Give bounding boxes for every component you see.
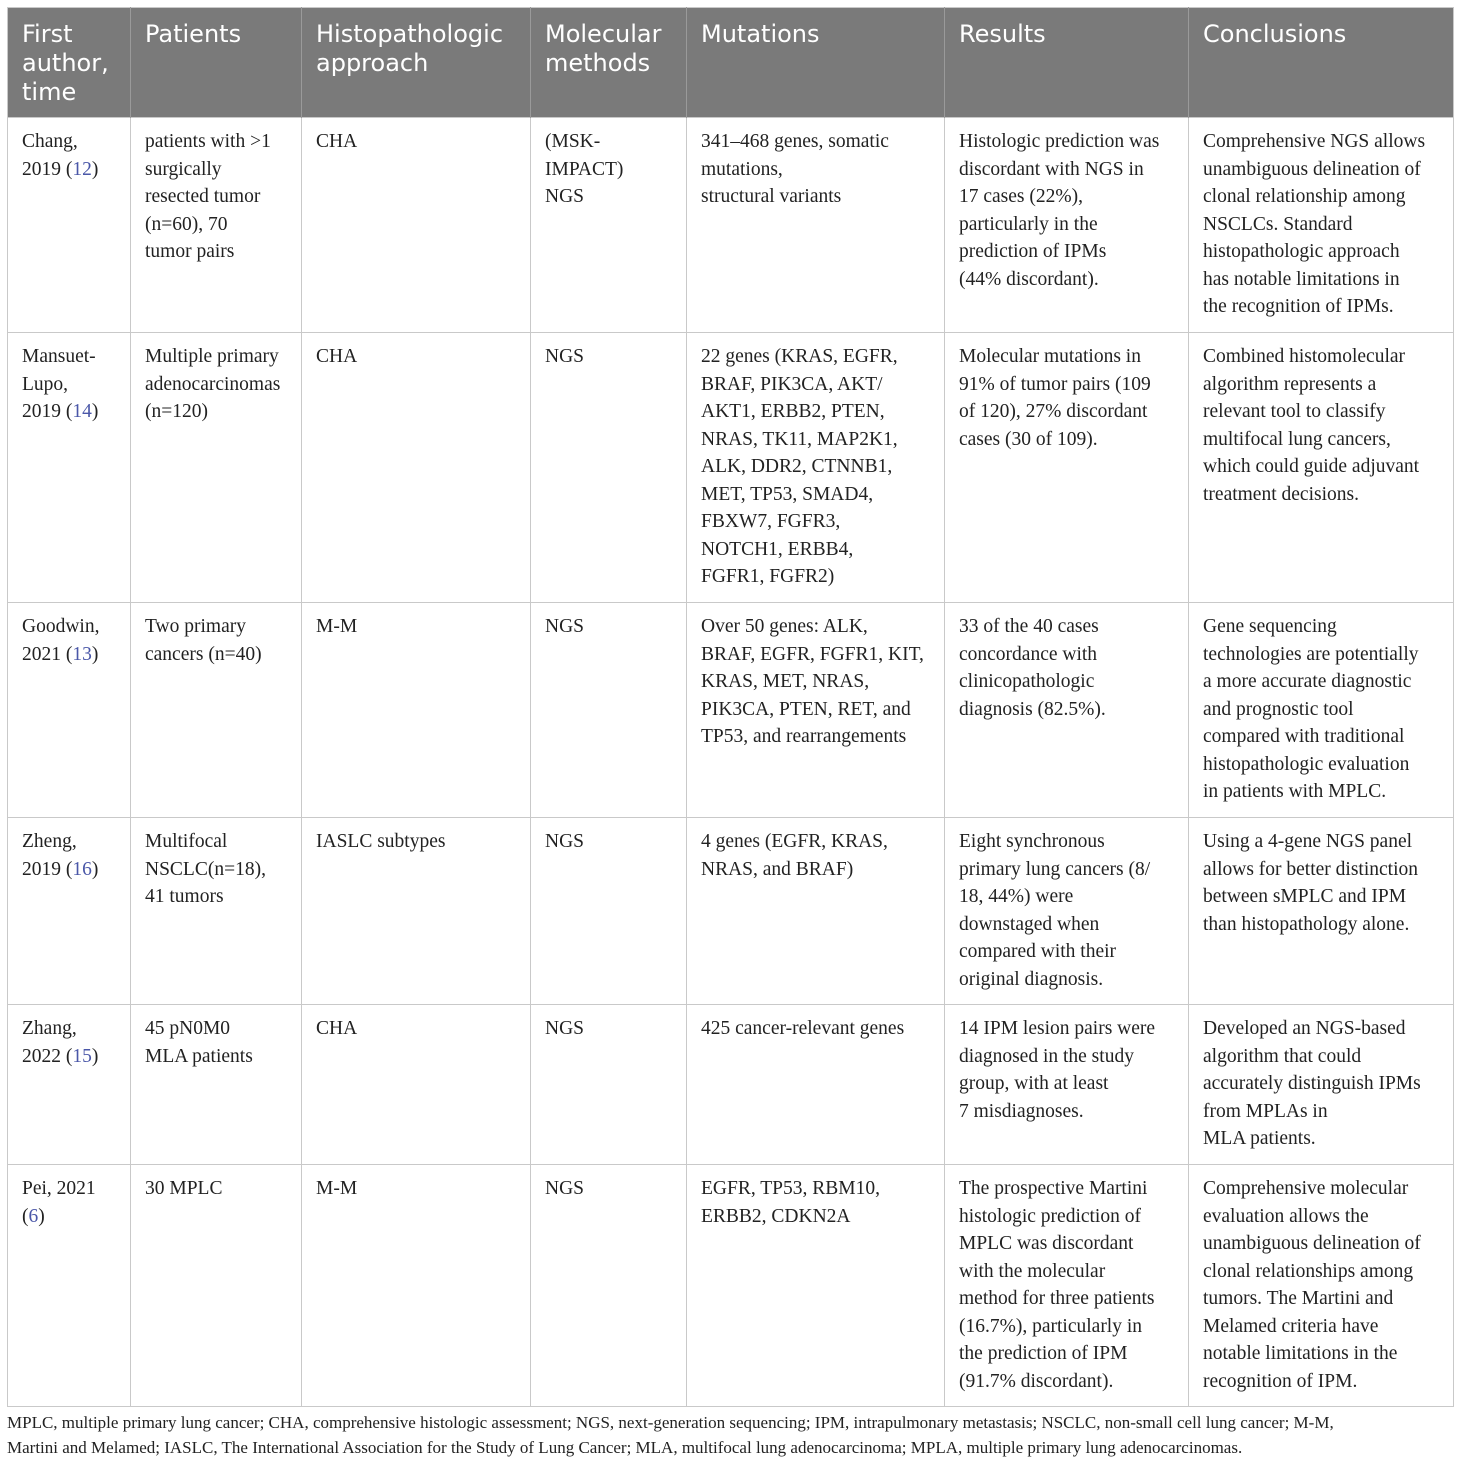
cell-mutations	[687, 1165, 945, 1407]
cell-conclusions	[1189, 818, 1454, 1005]
cell-results-line: prediction of IPMs	[959, 241, 1107, 262]
cell-conclusions-line: allows for better distinction	[1203, 858, 1418, 880]
cell-patients-line: (n=60), 70	[145, 213, 228, 235]
cell-patients	[131, 333, 302, 603]
cell-conclusions	[1189, 603, 1454, 818]
cell-patients-line: MLA patients	[145, 1045, 253, 1067]
cell-methods	[531, 118, 687, 333]
reference-link[interactable]: 14	[72, 401, 92, 422]
header-results-line: Results	[959, 20, 1046, 48]
cell-patients-line: Multifocal	[145, 831, 228, 852]
cell-conclusions-line: MLA patients.	[1203, 1128, 1316, 1149]
cell-conclusions-line: unambiguous delineation of	[1203, 1233, 1421, 1254]
cell-patients-line: Two primary	[145, 616, 246, 637]
cell-methods-line: IMPACT)	[545, 158, 624, 180]
author-text: Chang,	[22, 131, 78, 152]
cell-conclusions	[1189, 1165, 1454, 1407]
cell-results-line: concordance with	[959, 643, 1098, 665]
cell-results	[945, 1165, 1189, 1407]
cell-mutations-line: BRAF, PIK3CA, AKT/	[701, 373, 883, 395]
cell-methods-line: NGS	[545, 186, 585, 207]
table-body	[8, 118, 1454, 1407]
author-text: 2019 (	[22, 401, 73, 422]
cell-conclusions-line: NSCLCs. Standard	[1203, 213, 1353, 235]
cell-mutations-line: mutations,	[701, 158, 783, 180]
header-first-author-line: author,	[22, 49, 109, 77]
cell-approach-line: CHA	[316, 1018, 358, 1039]
cell-mutations-line: ALK, DDR2, CTNNB1,	[701, 456, 893, 477]
cell-conclusions-line: Comprehensive NGS allows	[1203, 131, 1426, 152]
cell-conclusions-line: and prognostic tool	[1203, 698, 1354, 720]
header-first-author	[8, 8, 131, 118]
header-mutations-line: Mutations	[701, 20, 820, 48]
cell-conclusions-line: accurately distinguish IPMs	[1203, 1073, 1421, 1094]
cell-author	[8, 333, 131, 603]
cell-author	[8, 118, 131, 333]
cell-conclusions-line: which could guide adjuvant	[1203, 456, 1420, 477]
cell-mutations-line: KRAS, MET, NRAS,	[701, 671, 870, 692]
table-row	[8, 603, 1454, 818]
reference-close-paren: )	[38, 1205, 45, 1227]
table-footnote	[7, 1410, 1453, 1460]
cell-approach	[302, 818, 531, 1005]
table-row	[8, 333, 1454, 603]
cell-patients	[131, 1005, 302, 1165]
author-text: Zhang,	[22, 1018, 77, 1039]
header-results	[945, 8, 1189, 118]
cell-author-line	[22, 641, 122, 669]
cell-methods-line: NGS	[545, 831, 585, 852]
cell-mutations-line: NRAS, and BRAF)	[701, 858, 854, 880]
cell-author-line	[22, 343, 122, 371]
cell-methods	[531, 333, 687, 603]
header-molecular-methods-line: Molecular	[545, 20, 662, 48]
cell-results-line: diagnosis (82.5%).	[959, 698, 1106, 720]
cell-approach	[302, 118, 531, 333]
cell-conclusions-line: technologies are potentially	[1203, 643, 1419, 665]
cell-conclusions-line: a more accurate diagnostic	[1203, 671, 1412, 692]
cell-author-line	[22, 1203, 122, 1231]
cell-author	[8, 1005, 131, 1165]
cell-conclusions-line: Comprehensive molecular	[1203, 1178, 1409, 1199]
cell-mutations-line: BRAF, EGFR, FGFR1, KIT,	[701, 643, 924, 665]
cell-conclusions-line: Combined histomolecular	[1203, 346, 1406, 367]
header-patients-line: Patients	[145, 20, 242, 48]
cell-author-line	[22, 398, 122, 426]
cell-patients-line: (n=120)	[145, 401, 208, 422]
header-histopathologic-approach-line: Histopathologic	[316, 20, 504, 48]
cell-patients-line: cancers (n=40)	[145, 643, 262, 665]
reference-link[interactable]: 15	[72, 1045, 92, 1067]
cell-results	[945, 333, 1189, 603]
cell-author-line	[22, 1015, 122, 1043]
cell-conclusions	[1189, 333, 1454, 603]
cell-author-line	[22, 1043, 122, 1071]
cell-results-line: 7 misdiagnoses.	[959, 1100, 1084, 1122]
cell-methods-line: (MSK-	[545, 131, 601, 152]
reference-close-paren: )	[91, 158, 99, 180]
cell-results-line: with the molecular	[959, 1260, 1106, 1282]
cell-methods-line: NGS	[545, 616, 585, 637]
cell-mutations-line: 4 genes (EGFR, KRAS,	[701, 831, 888, 852]
cell-mutations-line: PIK3CA, PTEN, RET, and	[701, 698, 911, 720]
cell-author-line	[22, 156, 122, 184]
cell-patients	[131, 818, 302, 1005]
cell-methods-line: NGS	[545, 1178, 585, 1199]
cell-patients-line: resected tumor	[145, 186, 261, 207]
reference-link[interactable]: 6	[28, 1205, 39, 1227]
cell-conclusions-line: compared with traditional	[1203, 726, 1405, 747]
table-row	[8, 118, 1454, 333]
cell-patients-line: 41 tumors	[145, 886, 224, 907]
cell-patients-line: adenocarcinomas	[145, 373, 281, 395]
cell-patients	[131, 1165, 302, 1407]
cell-results-line: cases (30 of 109).	[959, 428, 1098, 450]
cell-mutations-line: 341–468 genes, somatic	[701, 131, 889, 152]
cell-approach	[302, 1005, 531, 1165]
cell-author	[8, 818, 131, 1005]
cell-author-line	[22, 1175, 122, 1203]
reference-link[interactable]: 13	[72, 643, 92, 665]
cell-conclusions-line: histopathologic evaluation	[1203, 753, 1410, 775]
cell-conclusions-line: algorithm represents a	[1203, 373, 1377, 395]
cell-patients-line: patients with >1	[145, 131, 271, 152]
cell-author-line	[22, 371, 122, 399]
cell-methods	[531, 1005, 687, 1165]
cell-conclusions-line: from MPLAs in	[1203, 1100, 1328, 1122]
author-text: (	[22, 1205, 29, 1227]
cell-conclusions-line: has notable limitations in	[1203, 268, 1400, 290]
cell-results-line: 18, 44%) were	[959, 886, 1074, 907]
cell-results-line: 91% of tumor pairs (109	[959, 373, 1151, 395]
header-mutations	[687, 8, 945, 118]
cell-results-line: compared with their	[959, 941, 1117, 962]
cell-conclusions-line: in patients with MPLC.	[1203, 781, 1387, 802]
cell-patients-line: surgically	[145, 158, 222, 180]
author-text: 2019 (	[22, 158, 73, 180]
cell-results-line: (91.7% discordant).	[959, 1370, 1114, 1392]
cell-results-line: The prospective Martini	[959, 1178, 1148, 1199]
cell-mutations	[687, 1005, 945, 1165]
cell-results-line: the prediction of IPM	[959, 1343, 1128, 1364]
author-text: 2021 (	[22, 643, 73, 665]
cell-conclusions-line: notable limitations in the	[1203, 1343, 1398, 1364]
cell-results	[945, 818, 1189, 1005]
cell-mutations-line: ERBB2, CDKN2A	[701, 1205, 851, 1227]
cell-results-line: method for three patients	[959, 1288, 1155, 1309]
cell-patients-line: Multiple primary	[145, 346, 279, 367]
cell-methods-line: NGS	[545, 1018, 585, 1039]
cell-mutations	[687, 333, 945, 603]
cell-conclusions-line: recognition of IPM.	[1203, 1370, 1358, 1392]
cell-results-line: (44% discordant).	[959, 268, 1099, 290]
reference-link[interactable]: 12	[72, 158, 92, 180]
reference-close-paren: )	[91, 643, 99, 665]
cell-mutations	[687, 603, 945, 818]
cell-mutations-line: TP53, and rearrangements	[701, 726, 907, 747]
cell-conclusions	[1189, 1005, 1454, 1165]
header-histopathologic-approach-line: approach	[316, 49, 429, 77]
cell-mutations-line: FBXW7, FGFR3,	[701, 511, 841, 532]
header-first-author-line: First	[22, 20, 73, 48]
cell-methods	[531, 1165, 687, 1407]
header-molecular-methods	[531, 8, 687, 118]
cell-mutations-line: NOTCH1, ERBB4,	[701, 538, 854, 560]
cell-patients-line: 30 MPLC	[145, 1178, 223, 1199]
cell-patients	[131, 118, 302, 333]
cell-conclusions-line: evaluation allows the	[1203, 1205, 1369, 1227]
cell-mutations	[687, 118, 945, 333]
cell-mutations-line: 22 genes (KRAS, EGFR,	[701, 346, 898, 367]
cell-methods-line: NGS	[545, 346, 585, 367]
reference-link[interactable]: 16	[72, 858, 92, 880]
cell-results-line: histologic prediction of	[959, 1205, 1141, 1227]
header-patients	[131, 8, 302, 118]
reference-close-paren: )	[91, 401, 99, 422]
footnote-line: Martini and Melamed; IASLC, The International Association for the Study of Lung Cancer; MLA, multifocal lung adenocarcinoma; MPLA, multiple primary lung adenocarcinomas.	[7, 1438, 1243, 1457]
cell-results-line: original diagnosis.	[959, 968, 1104, 990]
cell-results-line: 14 IPM lesion pairs were	[959, 1018, 1156, 1039]
cell-author	[8, 1165, 131, 1407]
cell-conclusions-line: relevant tool to classify	[1203, 401, 1386, 422]
cell-mutations-line: FGFR1, FGFR2)	[701, 566, 835, 587]
cell-patients-line: NSCLC(n=18),	[145, 858, 266, 880]
header-histopathologic-approach	[302, 8, 531, 118]
cell-approach-line: M-M	[316, 616, 358, 637]
header-first-author-line: time	[22, 78, 77, 106]
cell-approach	[302, 1165, 531, 1407]
cell-results-line: Molecular mutations in	[959, 346, 1141, 367]
cell-methods	[531, 603, 687, 818]
cell-conclusions-line: Melamed criteria have	[1203, 1315, 1379, 1337]
header-row	[8, 8, 1454, 118]
cell-results-line: primary lung cancers (8/	[959, 858, 1151, 880]
cell-conclusions-line: Using a 4-gene NGS panel	[1203, 831, 1413, 852]
cell-conclusions-line: Developed an NGS-based	[1203, 1018, 1406, 1039]
cell-author-line	[22, 828, 122, 856]
cell-conclusions-line: algorithm that could	[1203, 1045, 1362, 1067]
cell-patients	[131, 603, 302, 818]
cell-author-line	[22, 613, 122, 641]
cell-results-line: group, with at least	[959, 1073, 1109, 1094]
author-text: Lupo,	[22, 373, 69, 395]
cell-results	[945, 118, 1189, 333]
cell-results-line: clinicopathologic	[959, 671, 1095, 692]
table-row	[8, 1005, 1454, 1165]
table-row	[8, 1165, 1454, 1407]
author-text: Pei, 2021	[22, 1178, 96, 1199]
cell-approach	[302, 603, 531, 818]
cell-approach	[302, 333, 531, 603]
header-conclusions	[1189, 8, 1454, 118]
cell-mutations-line: MET, TP53, SMAD4,	[701, 483, 874, 505]
reference-close-paren: )	[91, 858, 99, 880]
cell-conclusions-line: the recognition of IPMs.	[1203, 296, 1394, 317]
cell-patients-line: tumor pairs	[145, 241, 235, 262]
cell-mutations-line: AKT1, ERBB2, PTEN,	[701, 401, 885, 422]
cell-results-line: of 120), 27% discordant	[959, 401, 1148, 422]
cell-conclusions-line: multifocal lung cancers,	[1203, 428, 1391, 450]
author-text: Zheng,	[22, 831, 77, 852]
cell-methods	[531, 818, 687, 1005]
author-text: Goodwin,	[22, 616, 100, 637]
cell-mutations-line: structural variants	[701, 186, 842, 207]
cell-author-line	[22, 128, 122, 156]
cell-conclusions-line: clonal relationships among	[1203, 1260, 1414, 1282]
cell-conclusions-line: than histopathology alone.	[1203, 913, 1410, 935]
cell-results-line: particularly in the	[959, 213, 1098, 235]
cell-mutations-line: Over 50 genes: ALK,	[701, 616, 868, 637]
cell-mutations	[687, 818, 945, 1005]
cell-author-line	[22, 856, 122, 884]
cell-results	[945, 1005, 1189, 1165]
cell-mutations-line: EGFR, TP53, RBM10,	[701, 1178, 880, 1199]
cell-approach-line: CHA	[316, 346, 358, 367]
cell-author	[8, 603, 131, 818]
studies-table	[7, 7, 1454, 1407]
table-header	[8, 8, 1454, 118]
header-molecular-methods-line: methods	[545, 49, 651, 77]
cell-results	[945, 603, 1189, 818]
cell-conclusions-line: between sMPLC and IPM	[1203, 886, 1407, 907]
cell-results-line: downstaged when	[959, 913, 1100, 935]
footnote-line: MPLC, multiple primary lung cancer; CHA, comprehensive histologic assessment; NGS, next-generation sequencing; IPM, intrapulmonary metastasis; NSCLC, non-small cell lung cancer; M-M,	[7, 1413, 1334, 1432]
cell-results-line: (16.7%), particularly in	[959, 1315, 1143, 1337]
cell-conclusions-line: tumors. The Martini and	[1203, 1288, 1394, 1309]
reference-close-paren: )	[91, 1045, 99, 1067]
cell-mutations-line: NRAS, TK11, MAP2K1,	[701, 428, 898, 450]
author-text: 2019 (	[22, 858, 73, 880]
author-text: 2022 (	[22, 1045, 73, 1067]
cell-conclusions	[1189, 118, 1454, 333]
cell-conclusions-line: treatment decisions.	[1203, 483, 1359, 505]
cell-conclusions-line: Gene sequencing	[1203, 616, 1337, 637]
cell-results-line: MPLC was discordant	[959, 1233, 1134, 1254]
cell-conclusions-line: histopathologic approach	[1203, 241, 1400, 262]
table-row	[8, 818, 1454, 1005]
cell-patients-line: 45 pN0M0	[145, 1018, 231, 1039]
cell-results-line: discordant with NGS in	[959, 158, 1144, 180]
cell-approach-line: M-M	[316, 1178, 358, 1199]
cell-mutations-line: 425 cancer-relevant genes	[701, 1018, 905, 1039]
author-text: Mansuet-	[22, 346, 96, 367]
cell-results-line: 33 of the 40 cases	[959, 616, 1099, 637]
cell-results-line: Eight synchronous	[959, 831, 1105, 852]
cell-approach-line: CHA	[316, 131, 358, 152]
cell-approach-line: IASLC subtypes	[316, 831, 446, 852]
cell-conclusions-line: unambiguous delineation of	[1203, 158, 1421, 180]
table-container	[7, 7, 1453, 1407]
header-conclusions-line: Conclusions	[1203, 20, 1347, 48]
cell-conclusions-line: clonal relationship among	[1203, 186, 1406, 207]
cell-results-line: 17 cases (22%),	[959, 186, 1083, 207]
cell-results-line: Histologic prediction was	[959, 131, 1160, 152]
cell-results-line: diagnosed in the study	[959, 1045, 1134, 1067]
